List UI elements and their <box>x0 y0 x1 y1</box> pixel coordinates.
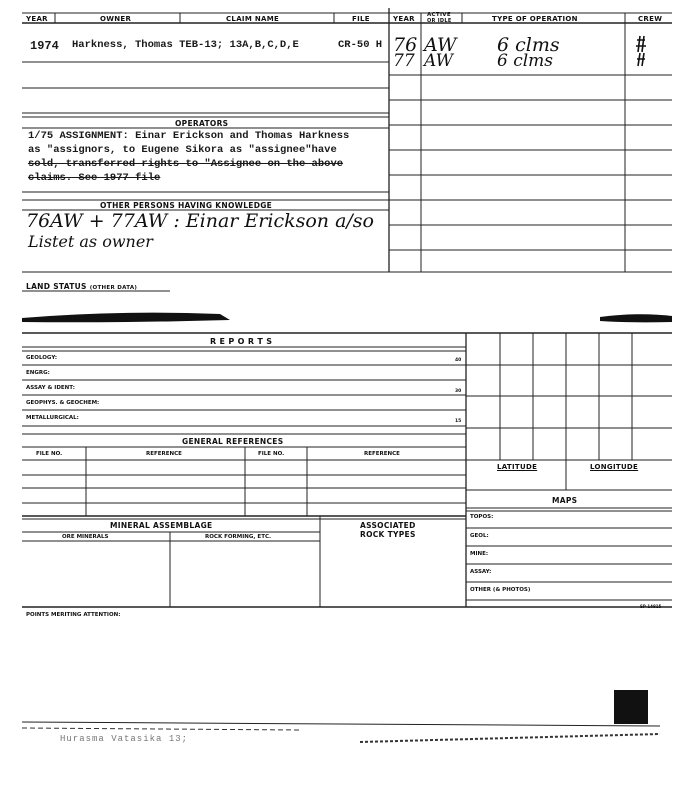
points-meriting-attention: POINTS MERITING ATTENTION: <box>26 612 121 618</box>
maps-mine: MINE: <box>470 551 489 557</box>
refs-col-file-1: FILE NO. <box>36 451 63 457</box>
land-status-text: LAND STATUS <box>26 282 87 291</box>
operators-line-3: sold, transferred rights to "Assignee on the above <box>28 158 344 170</box>
maps-topos: TOPOS: <box>470 514 494 520</box>
general-refs-title: GENERAL REFERENCES <box>182 437 284 446</box>
refs-col-file-2: FILE NO. <box>258 451 285 457</box>
refs-col-reference-1: REFERENCE <box>146 451 182 457</box>
maps-geol: GEOL: <box>470 533 489 539</box>
report-geology-num: 40 <box>455 358 462 363</box>
report-assay-num: 30 <box>455 389 462 394</box>
latitude-label: LATITUDE <box>497 463 538 471</box>
report-assay: ASSAY & IDENT: <box>26 385 75 391</box>
activity-status-1: AW <box>424 34 457 56</box>
land-status-sub: (OTHER DATA) <box>89 285 138 291</box>
ore-minerals-label: ORE MINERALS <box>62 534 109 540</box>
knowledge-line-1: 76AW + 77AW : Einar Erickson a/so <box>26 210 374 232</box>
header-or-idle: OR IDLE <box>427 18 452 24</box>
activity-year-1: 76 <box>393 34 418 56</box>
activity-crew-1 <box>655 38 656 39</box>
form-number: SP-14815 <box>640 604 662 609</box>
activity-crew-2 <box>655 56 656 57</box>
reports-title: R E P O R T S <box>210 337 273 346</box>
header-crew: CREW <box>638 15 663 23</box>
activity-status-2: AW <box>424 51 454 71</box>
entry-file: CR-50 H <box>338 39 383 51</box>
report-geophys: GEOPHYS. & GEOCHEM: <box>26 400 100 406</box>
header-owner: OWNER <box>100 15 132 23</box>
refs-col-reference-2: REFERENCE <box>364 451 400 457</box>
header-claim-name: CLAIM NAME <box>226 15 280 23</box>
maps-assay: ASSAY: <box>470 569 492 575</box>
operators-line-4: claims. See 1977 file <box>28 172 161 184</box>
report-metallurgical-num: 15 <box>455 419 462 424</box>
bleed-through-text: Hurasma Vatasika 13; <box>60 734 189 744</box>
land-status-label <box>26 282 137 291</box>
report-geology: GEOLOGY: <box>26 355 58 361</box>
associated-label: ASSOCIATED <box>360 521 416 530</box>
header-year-2: YEAR <box>393 15 415 23</box>
activity-year-2: 77 <box>393 51 415 71</box>
header-file: FILE <box>352 15 370 23</box>
header-active: ACTIVE <box>427 12 451 18</box>
header-year: YEAR <box>26 15 48 23</box>
activity-operation-2: 6 clms <box>497 51 554 71</box>
entry-year: 1974 <box>30 39 59 53</box>
header-type-of-operation: TYPE OF OPERATION <box>492 15 578 23</box>
mineral-title: MINERAL ASSEMBLAGE <box>110 521 213 530</box>
rock-types-label: ROCK TYPES <box>360 530 416 539</box>
operators-title: OPERATORS <box>175 119 229 128</box>
maps-other: OTHER (& PHOTOS) <box>470 587 531 593</box>
operators-line-2: as "assignors, to Eugene Sikora as "assignee"have <box>28 144 337 156</box>
longitude-label: LONGITUDE <box>590 463 639 471</box>
knowledge-line-2: Listet as owner <box>28 232 153 251</box>
activity-operation-1: 6 clms <box>497 34 560 56</box>
operators-line-1: 1/75 ASSIGNMENT: Einar Erickson and Thomas Harkness <box>28 130 350 142</box>
entry-owner-claim: Harkness, Thomas TEB-13; 13A,B,C,D,E <box>72 39 299 51</box>
knowledge-title: OTHER PERSONS HAVING KNOWLEDGE <box>100 201 273 210</box>
report-engrg: ENGRG: <box>26 370 50 376</box>
rock-forming-label: ROCK FORMING, ETC. <box>205 534 272 540</box>
report-metallurgical: METALLURGICAL: <box>26 415 79 421</box>
maps-title: MAPS <box>552 496 578 505</box>
